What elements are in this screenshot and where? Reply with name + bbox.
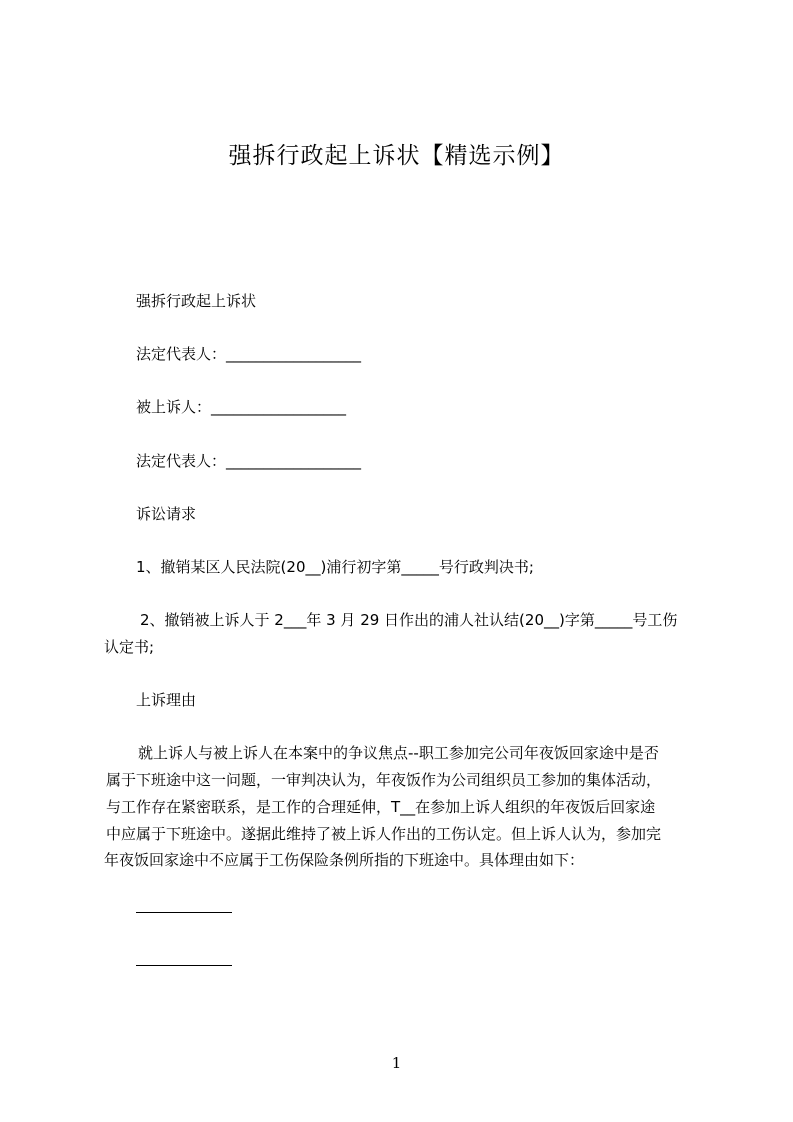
blank-rule-2 xyxy=(136,965,232,966)
document-title: 强拆行政起上诉状【精选示例】 xyxy=(228,143,565,169)
reason-line-3: 与工作存在紧密联系，是工作的合理延伸，T__在参加上诉人组织的年夜饭后回家途 xyxy=(106,798,656,816)
appellee-representative-line: 法定代表人：__________________ xyxy=(136,452,362,470)
claims-heading: 诉讼请求 xyxy=(136,505,197,523)
page-number: 1 xyxy=(391,1054,402,1072)
claim-item-2-line-2: 认定书; xyxy=(104,638,155,656)
appellee-line: 被上诉人：__________________ xyxy=(136,398,347,416)
reason-line-4: 中应属于下班途中。遂据此维持了被上诉人作出的工伤认定。但上诉人认为，参加完 xyxy=(106,825,662,843)
document-heading: 强拆行政起上诉状 xyxy=(136,292,257,310)
reasons-heading: 上诉理由 xyxy=(136,691,197,709)
appellant-representative-line: 法定代表人：__________________ xyxy=(136,345,362,363)
reason-line-5: 年夜饭回家途中不应属于工伤保险条例所指的下班途中。具体理由如下： xyxy=(104,851,585,869)
claim-item-2-line-1: 2、撤销被上诉人于 2___年 3 月 29 日作出的浦人社认结(20__)字第_____号工伤 xyxy=(140,611,678,629)
blank-rule-1 xyxy=(136,912,232,913)
claim-item-1: 1、撤销某区人民法院(20__)浦行初字第_____号行政判决书; xyxy=(136,558,534,576)
reason-line-1: 就上诉人与被上诉人在本案中的争议焦点--职工参加完公司年夜饭回家途中是否 xyxy=(138,744,659,762)
reason-line-2: 属于下班途中这一问题，一审判决认为，年夜饭作为公司组织员工参加的集体活动， xyxy=(106,771,662,789)
